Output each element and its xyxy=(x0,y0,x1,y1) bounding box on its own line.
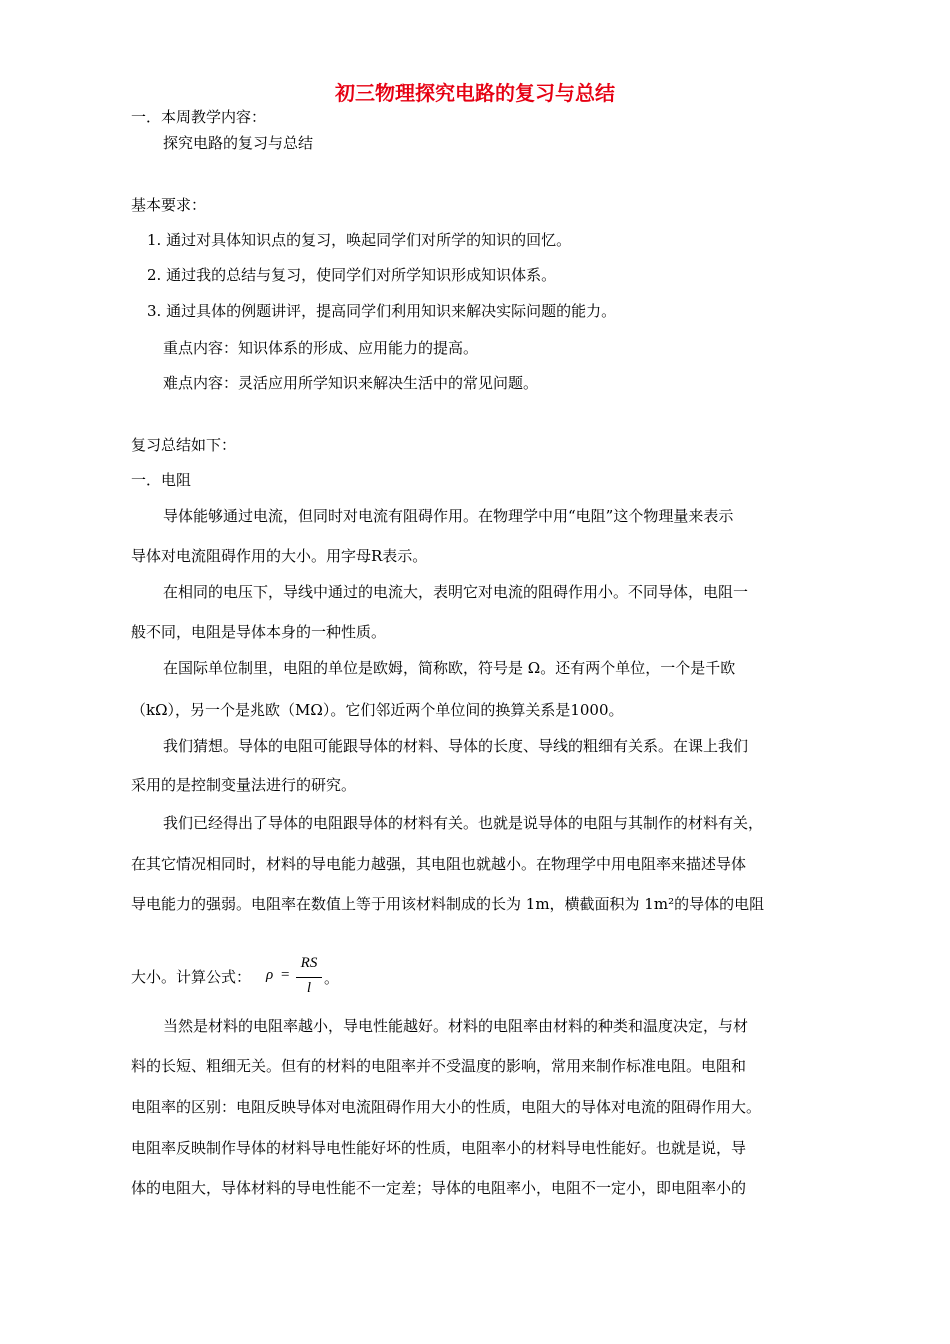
fraction-bar xyxy=(296,977,322,978)
difficult-points-text: 难点内容：灵活应用所学知识来解决生活中的常见问题。 xyxy=(163,374,539,392)
paragraph-line: 导体对电流阻碍作用的大小。用字母R表示。 xyxy=(131,547,428,565)
paragraph-line: 当然是材料的电阻率越小，导电性能越好。材料的电阻率由材料的种类和温度决定，与材 xyxy=(163,1017,749,1035)
review-heading: 复习总结如下： xyxy=(131,436,237,454)
requirements-heading: 基本要求： xyxy=(131,196,207,214)
formula-denominator: l xyxy=(306,980,312,996)
paragraph-line: 体的电阻大，导体材料的导电性能不一定差；导体的电阻率小，电阻不一定小，即电阻率小的 xyxy=(131,1179,747,1197)
paragraph-line: 料的长短、粗细无关。但有的材料的电阻率并不受温度的影响，常用来制作标准电阻。电阻和 xyxy=(131,1057,747,1075)
teaching-content-text: 探究电路的复习与总结 xyxy=(163,134,314,152)
document-title: 初三物理探究电路的复习与总结 xyxy=(335,81,615,105)
paragraph-line: 采用的是控制变量法进行的研究。 xyxy=(131,776,357,794)
formula-equals: = xyxy=(281,967,290,983)
section-heading-teaching-content: 一．本周教学内容： xyxy=(131,108,267,126)
paragraph-line: 导电能力的强弱。电阻率在数值上等于用该材料制成的长为 1m，横截面积为 1m²的导体的电阻 xyxy=(131,895,765,913)
paragraph-line: 在相同的电压下，导线中通过的电流大，表明它对电流的阻碍作用小。不同导体，电阻一 xyxy=(163,583,749,601)
paragraph-line: 般不同，电阻是导体本身的一种性质。 xyxy=(131,623,387,641)
paragraph-line: 我们猜想。导体的电阻可能跟导体的材料、导体的长度、导线的粗细有关系。在课上我们 xyxy=(163,737,749,755)
resistivity-formula xyxy=(266,955,340,1001)
requirement-item-3: 3. 通过具体的例题讲评，提高同学们利用知识来解决实际问题的能力。 xyxy=(147,302,617,320)
paragraph-line: 电阻率的区别：电阻反映导体对电流阻碍作用大小的性质，电阻大的导体对电流的阻碍作用大。 xyxy=(131,1098,762,1116)
paragraph-line: 导体能够通过电流，但同时对电流有阻碍作用。在物理学中用“电阻”这个物理量来表示 xyxy=(163,507,734,525)
formula-numerator: RS xyxy=(300,955,318,971)
paragraph-line: 在其它情况相同时，材料的导电能力越强，其电阻也就越小。在物理学中用电阻率来描述导体 xyxy=(131,855,747,873)
formula-rho: ρ xyxy=(266,967,274,983)
requirement-item-1: 1. 通过对具体知识点的复习，唤起同学们对所学的知识的回忆。 xyxy=(147,231,572,249)
formula-prefix-text: 大小。计算公式： xyxy=(131,968,252,986)
requirement-item-2: 2. 通过我的总结与复习，使同学们对所学知识形成知识体系。 xyxy=(147,266,557,284)
paragraph-line: （kΩ），另一个是兆欧（MΩ）。它们邻近两个单位间的换算关系是1000。 xyxy=(131,701,624,719)
resistance-heading: 一．电阻 xyxy=(131,471,192,489)
paragraph-line: 电阻率反映制作导体的材料导电性能好坏的性质，电阻率小的材料导电性能好。也就是说，导 xyxy=(131,1139,747,1157)
paragraph-line: 我们已经得出了导体的电阻跟导体的材料有关。也就是说导体的电阻与其制作的材料有关， xyxy=(163,814,764,832)
paragraph-line: 在国际单位制里，电阻的单位是欧姆，简称欧，符号是 Ω。还有两个单位，一个是千欧 xyxy=(163,659,736,677)
key-points-text: 重点内容：知识体系的形成、应用能力的提高。 xyxy=(163,339,479,357)
formula-period: 。 xyxy=(324,971,340,987)
